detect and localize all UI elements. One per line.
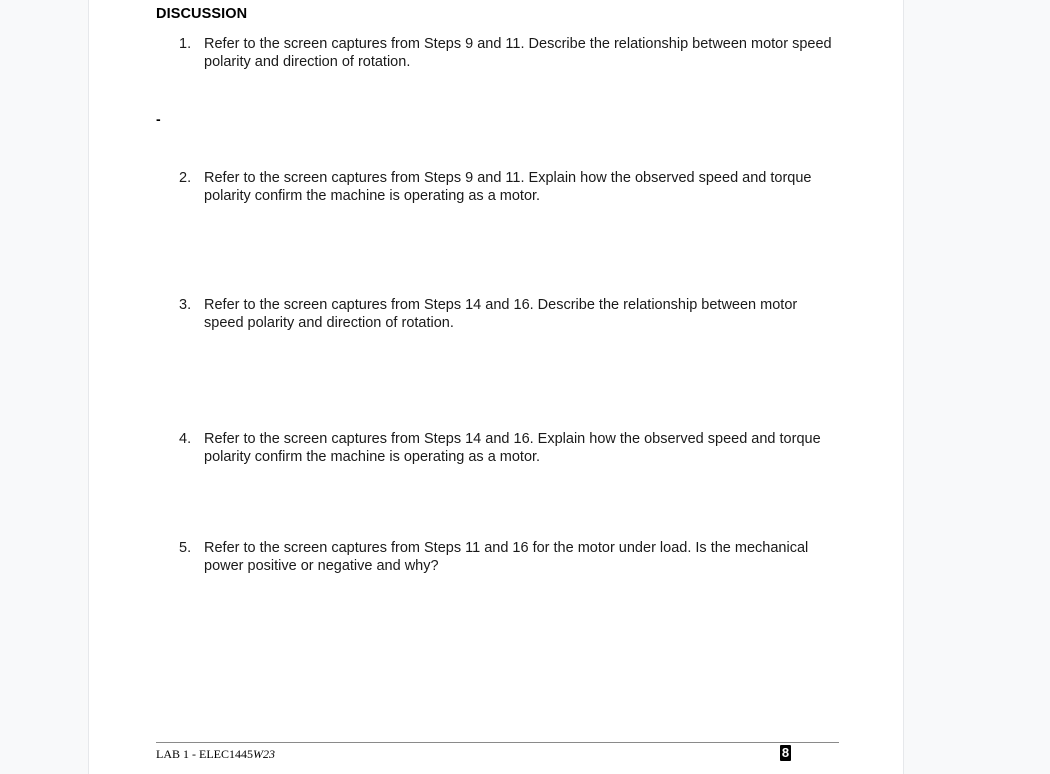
section-heading: DISCUSSION <box>156 6 248 22</box>
question-3 <box>179 296 839 332</box>
question-text: Refer to the screen captures from Steps 11 and 16 for the motor under load. Is the mechanical power positive or negative and why? <box>204 540 809 574</box>
page-number: 8 <box>781 745 790 760</box>
footer-term: W23 <box>253 747 275 761</box>
question-text: Refer to the screen captures from Steps 14 and 16. Explain how the observed speed and torque polarity confirm the machine is operating as a motor. <box>204 431 821 465</box>
question-5 <box>179 539 839 575</box>
question-number: 4. <box>179 431 192 447</box>
question-text: Refer to the screen captures from Steps 9 and 11. Explain how the observed speed and torque polarity confirm the machine is operating as a motor. <box>204 170 812 204</box>
question-2 <box>179 169 839 205</box>
separator-dash: - <box>156 111 161 127</box>
question-text: Refer to the screen captures from Steps 9 and 11. Describe the relationship between motor speed polarity and direction of rotation. <box>204 36 832 70</box>
question-4 <box>179 430 849 466</box>
question-number: 5. <box>179 540 192 556</box>
document-page <box>88 0 904 774</box>
question-number: 3. <box>179 297 192 313</box>
footer-divider <box>156 742 839 743</box>
question-number: 1. <box>179 36 192 52</box>
footer-course: LAB 1 - ELEC1445 <box>156 747 253 761</box>
question-number: 2. <box>179 170 192 186</box>
question-1 <box>179 35 839 71</box>
footer-label <box>156 747 275 762</box>
question-text: Refer to the screen captures from Steps 14 and 16. Describe the relationship between motor speed polarity and direction of rotation. <box>204 297 798 331</box>
